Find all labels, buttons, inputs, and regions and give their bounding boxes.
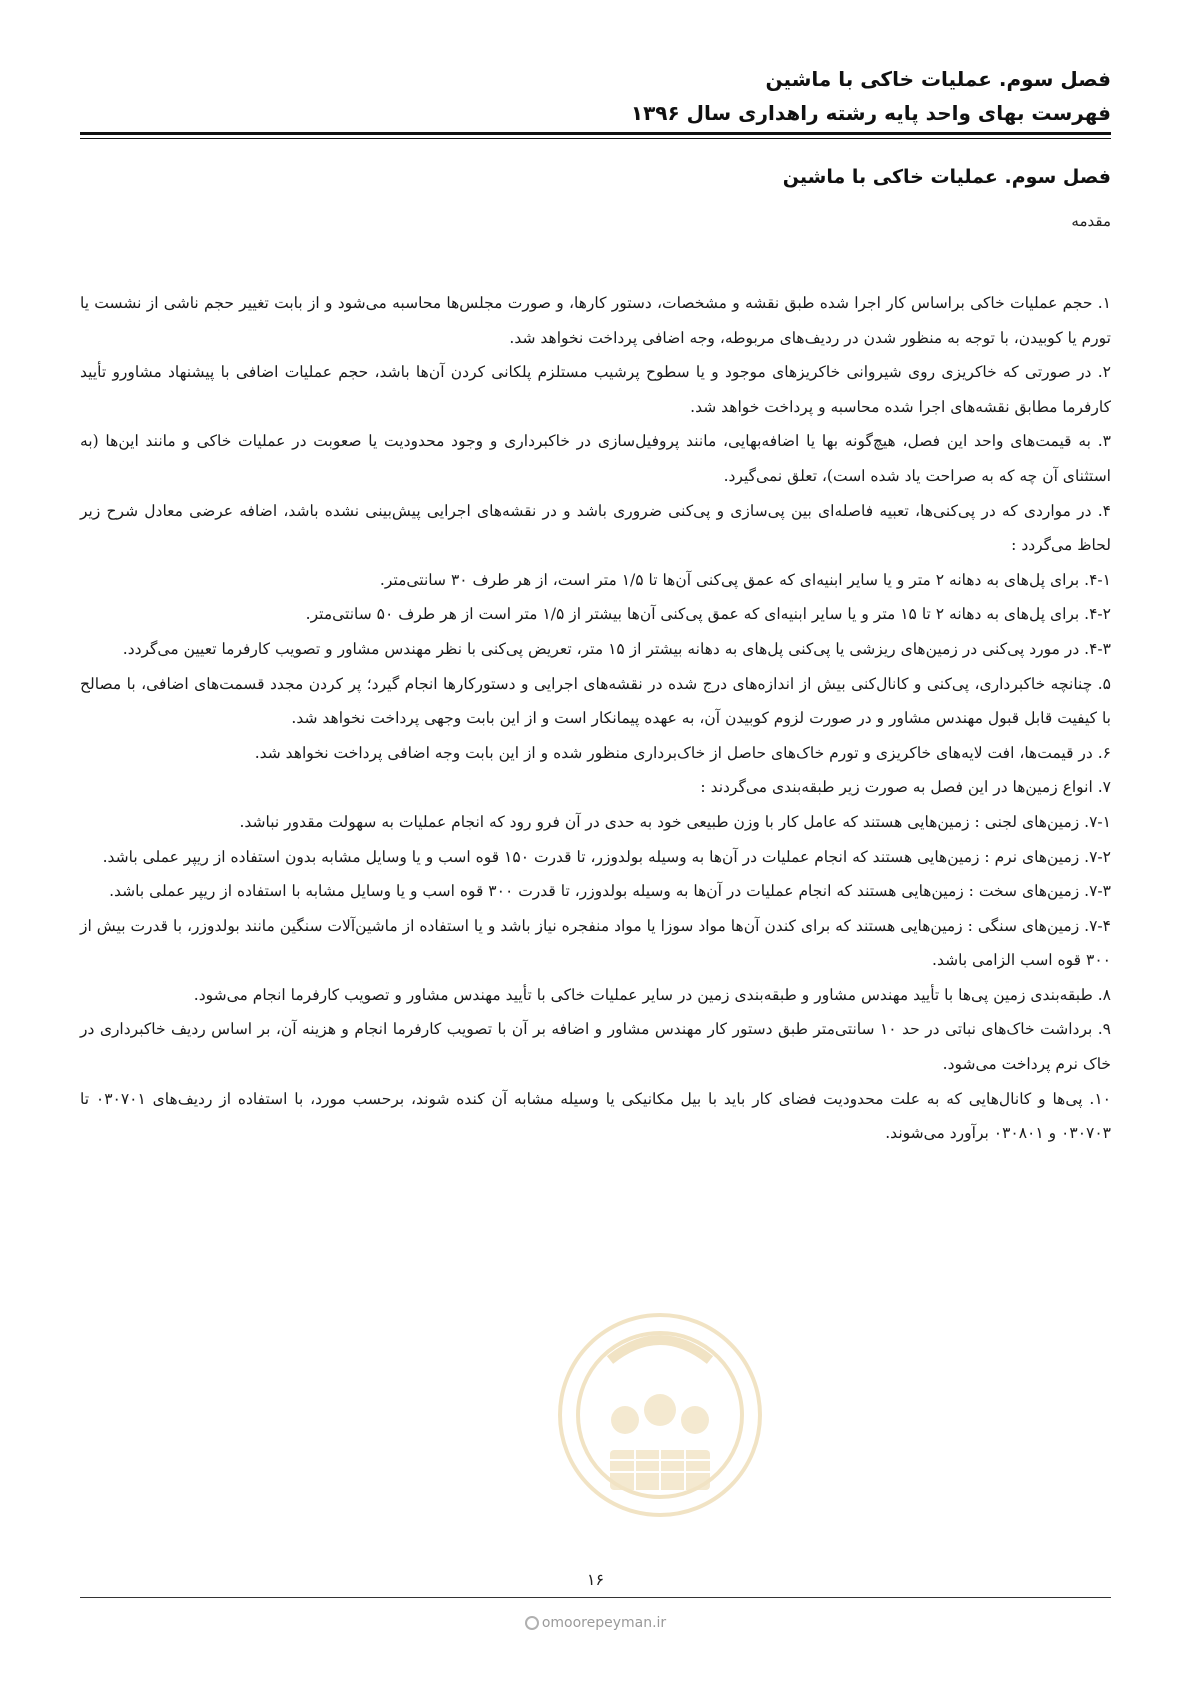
header-chapter-title: فصل سوم. عملیات خاکی با ماشین <box>765 67 1111 91</box>
header-divider-thin <box>80 138 1111 139</box>
footer-divider <box>80 1597 1111 1598</box>
header-document-title: فهرست بهای واحد پایه رشته راهداری سال ۱۳۹۶ <box>630 101 1111 125</box>
paragraph: ۷. انواع زمین‌ها در این فصل به صورت زیر طبقه‌بندی می‌گردند : <box>700 778 1111 797</box>
document-page <box>80 0 1111 1684</box>
body-text <box>80 286 1111 1151</box>
paragraph: ۷-۱. زمین‌های لجنی : زمین‌هایی هستند که عامل کار با وزن طبیعی خود به حدی در آن فرو رود که انجام عملیات به سهولت مقدور نباشد. <box>239 812 1111 831</box>
paragraph: ۱۰. پی‌ها و کانال‌هایی که به علت محدودیت فضای کار باید با بیل مکانیکی یا وسیله مشابه آن کنده شوند، برحسب مورد، با استفاده از ردیف‌های ۰۳۰۷۰۱ تا ۰۳۰۷۰۳ و ۰۳۰۸۰۱ برآورد می‌شوند. <box>80 1089 1111 1143</box>
paragraph: ۱. حجم عملیات خاکی براساس کار اجرا شده طبق نقشه و مشخصات، دستور کارها، و صورت مجلس‌ها محاسبه می‌شود و از بابت تغییر حجم ناشی از نشست یا تورم یا کوبیدن، با توجه به منظور شدن در ردیف‌های مربوطه، وجه اضافی پرداخت نخواهد شد. <box>80 294 1111 347</box>
paragraph: ۴-۱. برای پل‌های به دهانه ۲ متر و یا سایر ابنیه‌ای که عمق پی‌کنی آن‌ها تا ۱/۵ متر است، از هر طرف ۳۰ سانتی‌متر. <box>379 570 1111 589</box>
paragraph: ۹. برداشت خاک‌های نباتی در حد ۱۰ سانتی‌متر طبق دستور کار مهندس مشاور و اضافه بر آن با تصویب کارفرما انجام و هزینه آن، بر اساس ردیف خاکبرداری در خاک نرم پرداخت می‌شود. <box>80 1020 1111 1074</box>
at-sign-icon <box>525 1616 539 1630</box>
paragraph: ۷-۲. زمین‌های نرم : زمین‌هایی هستند که انجام عملیات در آن‌ها به وسیله بولدوزر، تا قدرت ۱۵۰ قوه اسب و یا وسایل مشابه بدون استفاده از ریپر عملی باشد. <box>102 847 1111 866</box>
section-title: فصل سوم. عملیات خاکی با ماشین <box>782 166 1111 188</box>
paragraph: ۳. به قیمت‌های واحد این فصل، هیچ‌گونه بها یا اضافه‌بهایی، مانند پروفیل‌سازی در خاکبرداری و وجود محدودیت یا صعوبت در عملیات خاکی و مانند این‌ها (به استثنای آن چه که به صراحت یاد شده است)، تعلق نمی‌گیرد. <box>80 432 1111 485</box>
paragraph: ۶. در قیمت‌ها، افت لایه‌های خاکریزی و تورم خاک‌های حاصل از خاک‌برداری منظور شده و از این بابت وجه اضافی پرداخت نخواهد شد. <box>254 743 1111 762</box>
paragraph: ۷-۴. زمین‌های سنگی : زمین‌هایی هستند که برای کندن آن‌ها مواد سوزا یا مواد منفجره نیاز باشد و یا استفاده از ماشین‌آلات سنگین مانند بولدوزر، با قدرت بیش از ۳۰۰ قوه اسب الزامی باشد. <box>80 916 1111 970</box>
intro-label: مقدمه <box>1071 212 1111 230</box>
paragraph: ۴. در مواردی که در پی‌کنی‌ها، تعبیه فاصله‌ای بین پی‌سازی و پی‌کنی ضروری باشد و در نقشه‌های اجرایی پیش‌بینی نشده باشد، اضافه عرضی معادل شرح زیر لحاظ می‌گردد : <box>80 501 1111 555</box>
page-number: ۱۶ <box>586 1570 605 1589</box>
footer-site <box>80 1615 1111 1631</box>
footer-site-text: omoorepeyman.ir <box>541 1615 667 1631</box>
paragraph: ۸. طبقه‌بندی زمین پی‌ها با تأیید مهندس مشاور و طبقه‌بندی زمین در سایر عملیات خاکی با تأیید مهندس مشاور و تصویب کارفرما انجام می‌شود. <box>193 985 1111 1004</box>
paragraph: ۷-۳. زمین‌های سخت : زمین‌هایی هستند که انجام عملیات در آن‌ها به وسیله بولدوزر، تا قدرت ۳۰۰ قوه اسب و یا وسایل مشابه با استفاده از ریپر عملی باشد. <box>109 882 1111 901</box>
paragraph: ۵. چنانچه خاکبرداری، پی‌کنی و کانال‌کنی بیش از اندازه‌های درج شده در نقشه‌های اجرایی و دستورکارها انجام گیرد؛ پر کردن مجدد قسمت‌های اضافی، با مصالح با کیفیت قابل قبول مهندس مشاور و در صورت لزوم کوبیدن آن، به عهده پیمانکار است و از این بابت وجهی پرداخت نخواهد شد. <box>80 674 1111 728</box>
paragraph: ۴-۲. برای پل‌های به دهانه ۲ تا ۱۵ متر و یا سایر ابنیه‌ای که عمق پی‌کنی آن‌ها بیشتر از ۱/۵ متر است از هر طرف ۵۰ سانتی‌متر. <box>305 605 1111 624</box>
paragraph: ۲. در صورتی که خاکریزی روی شیروانی خاکریزهای موجود و یا سطوح پرشیب مستلزم پلکانی کردن آن‌ها باشد، حجم عملیات اضافی با پیشنهاد مشاورو تأیید کارفرما مطابق نقشه‌های اجرا شده محاسبه و پرداخت خواهد شد. <box>80 363 1111 416</box>
header-divider <box>80 132 1111 135</box>
paragraph: ۴-۳. در مورد پی‌کنی در زمین‌های ریزشی یا پی‌کنی پل‌های به دهانه بیشتر از ۱۵ متر، تعریض پی‌کنی با نظر مهندس مشاور و تصویب کارفرما تعیین می‌گردد. <box>122 639 1111 658</box>
page-header <box>80 62 1111 130</box>
seal-stamp-icon <box>550 1300 770 1530</box>
